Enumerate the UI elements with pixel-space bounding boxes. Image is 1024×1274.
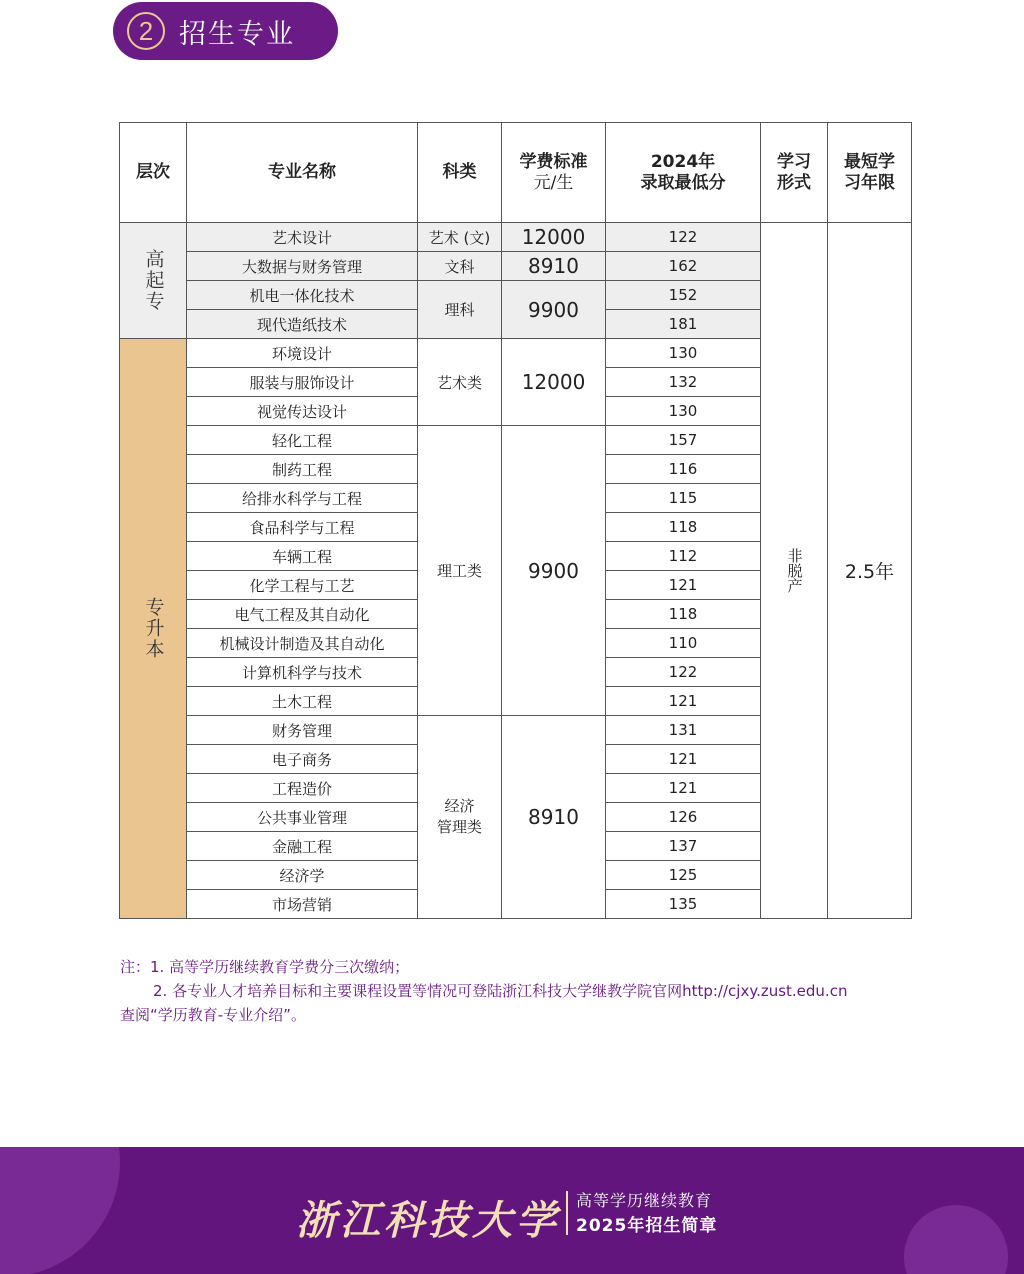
fee-cell: 8910 (502, 252, 606, 281)
major-name: 环境设计 (187, 339, 418, 368)
score-cell: 130 (606, 339, 761, 368)
fee-cell: 12000 (502, 223, 606, 252)
level-gaoqi-cell (120, 223, 187, 339)
level-zhuansheng-text: 专升本 (142, 597, 165, 660)
footer-banner (0, 1147, 1024, 1274)
major-name: 给排水科学与工程 (187, 484, 418, 513)
study-mode-cell (761, 223, 828, 919)
header-mode (761, 123, 828, 223)
major-name: 经济学 (187, 861, 418, 890)
major-name: 服装与服饰设计 (187, 368, 418, 397)
section-title: 招生专业 (179, 18, 295, 50)
score-cell: 152 (606, 281, 761, 310)
major-name: 艺术设计 (187, 223, 418, 252)
min-years-cell: 2.5年 (828, 223, 912, 919)
major-name: 公共事业管理 (187, 803, 418, 832)
score-cell: 116 (606, 455, 761, 484)
score-cell: 118 (606, 600, 761, 629)
score-cell: 135 (606, 890, 761, 919)
footer-subtitle-1: 高等学历继续教育 (576, 1191, 713, 1210)
level-gaoqi-text: 高起专 (142, 249, 165, 312)
score-cell: 131 (606, 716, 761, 745)
header-score-line1: 2024年 (650, 151, 716, 172)
university-logo-text: 浙江科技大学 (296, 1197, 560, 1244)
score-cell: 125 (606, 861, 761, 890)
score-cell: 126 (606, 803, 761, 832)
major-name: 机械设计制造及其自动化 (187, 629, 418, 658)
fee-cell: 9900 (502, 281, 606, 339)
category-cell: 文科 (418, 252, 502, 281)
major-name: 车辆工程 (187, 542, 418, 571)
fee-cell: 8910 (502, 716, 606, 919)
study-mode-text: 非脱产 (785, 548, 804, 593)
category-cell (418, 716, 502, 919)
major-name: 食品科学与工程 (187, 513, 418, 542)
major-name: 化学工程与工艺 (187, 571, 418, 600)
header-fee-line1: 学费标准 (519, 151, 588, 172)
table-row (120, 223, 912, 252)
major-name: 视觉传达设计 (187, 397, 418, 426)
score-cell: 162 (606, 252, 761, 281)
score-cell: 122 (606, 658, 761, 687)
header-major: 专业名称 (187, 123, 418, 223)
category-cell: 理科 (418, 281, 502, 339)
major-name: 土木工程 (187, 687, 418, 716)
majors-table (119, 122, 912, 919)
major-name: 市场营销 (187, 890, 418, 919)
header-score-line2: 录取最低分 (640, 172, 726, 193)
major-name: 制药工程 (187, 455, 418, 484)
category-line1: 经济 (444, 797, 475, 815)
note-line-3: 查阅“学历教育-专业介绍”。 (120, 1006, 306, 1024)
major-name: 现代造纸技术 (187, 310, 418, 339)
score-cell: 122 (606, 223, 761, 252)
score-cell: 181 (606, 310, 761, 339)
category-cell: 理工类 (418, 426, 502, 716)
decor-circle-left (0, 1147, 120, 1274)
note-line-2: 2. 各专业人才培养目标和主要课程设置等情况可登陆浙江科技大学继教学院官网http://cjxy.zust.edu.cn (153, 982, 848, 1000)
category-cell: 艺术类 (418, 339, 502, 426)
decor-circle-right (904, 1205, 1008, 1274)
footer-subtitle-2: 2025年招生简章 (576, 1216, 718, 1236)
header-fee (502, 123, 606, 223)
major-name: 轻化工程 (187, 426, 418, 455)
score-cell: 115 (606, 484, 761, 513)
header-mode-line2: 形式 (777, 172, 811, 193)
score-cell: 118 (606, 513, 761, 542)
table-header-row (120, 123, 912, 223)
major-name: 金融工程 (187, 832, 418, 861)
header-fee-line2: 元/生 (533, 172, 574, 193)
header-level: 层次 (120, 123, 187, 223)
major-name: 工程造价 (187, 774, 418, 803)
score-cell: 130 (606, 397, 761, 426)
major-name: 计算机科学与技术 (187, 658, 418, 687)
level-zhuansheng-cell (120, 339, 187, 919)
header-years-line1: 最短学 (844, 151, 895, 172)
major-name: 财务管理 (187, 716, 418, 745)
fee-cell: 9900 (502, 426, 606, 716)
header-years (828, 123, 912, 223)
score-cell: 121 (606, 687, 761, 716)
header-score (606, 123, 761, 223)
score-cell: 157 (606, 426, 761, 455)
header-mode-line1: 学习 (777, 151, 811, 172)
note-line-1: 注：1. 高等学历继续教育学费分三次缴纳； (120, 958, 410, 976)
major-name: 机电一体化技术 (187, 281, 418, 310)
major-name: 大数据与财务管理 (187, 252, 418, 281)
score-cell: 137 (606, 832, 761, 861)
header-years-line2: 习年限 (844, 172, 895, 193)
section-number: 2 (127, 12, 165, 50)
score-cell: 121 (606, 571, 761, 600)
notes-block (120, 955, 920, 1027)
major-name: 电子商务 (187, 745, 418, 774)
fee-cell: 12000 (502, 339, 606, 426)
footer-divider (566, 1191, 568, 1235)
score-cell: 132 (606, 368, 761, 397)
section-header (113, 2, 338, 60)
score-cell: 110 (606, 629, 761, 658)
category-cell: 艺术 (文) (418, 223, 502, 252)
category-line2: 管理类 (436, 818, 482, 836)
major-name: 电气工程及其自动化 (187, 600, 418, 629)
score-cell: 121 (606, 745, 761, 774)
score-cell: 121 (606, 774, 761, 803)
score-cell: 112 (606, 542, 761, 571)
header-category: 科类 (418, 123, 502, 223)
